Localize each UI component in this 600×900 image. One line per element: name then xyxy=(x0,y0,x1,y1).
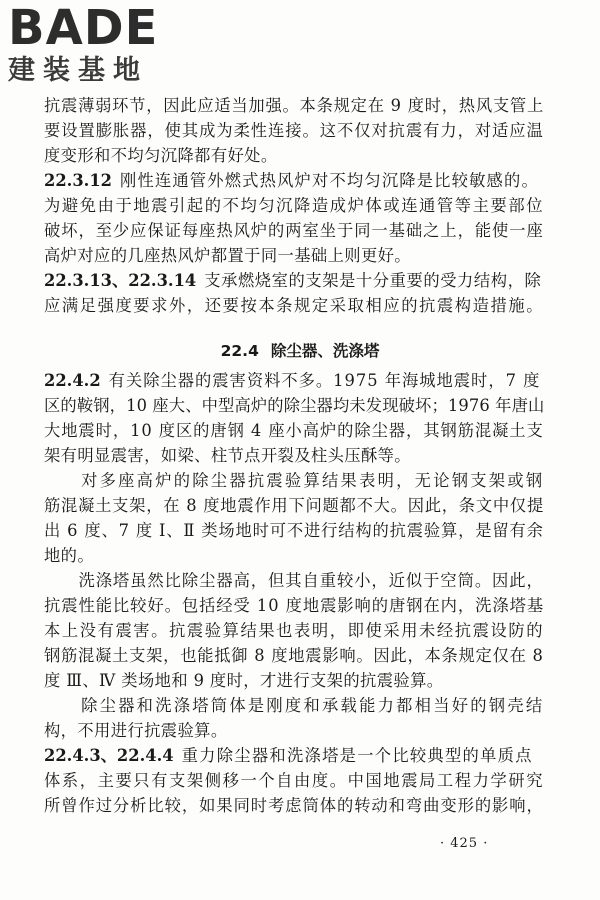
line-text: 抗震性能比较好。包括经受 10 度地震影响的唐钢在内，洗涤塔基 xyxy=(44,596,545,615)
section-number: 22.4 xyxy=(220,342,259,360)
line-text: 有关除尘器的震害资料不多。1975 年海城地震时，7 度 xyxy=(108,371,541,390)
text-line xyxy=(44,495,544,517)
line-text: 度 Ⅲ、Ⅳ 类场地和 9 度时，才进行支架的抗震验算。 xyxy=(44,671,444,690)
text-line xyxy=(44,545,94,567)
text-line xyxy=(44,520,544,542)
text-line xyxy=(44,745,533,767)
clause-number: 22.4.2 xyxy=(44,371,101,390)
text-line xyxy=(44,220,544,242)
text-line xyxy=(44,695,544,717)
text-line xyxy=(44,620,544,642)
line-text: 高炉对应的几座热风炉都置于同一基础上则更好。 xyxy=(44,246,411,265)
section-title: 除尘器、洗涤塔 xyxy=(270,342,380,360)
line-text: 出 6 度、7 度 Ⅰ、Ⅱ 类场地时可不进行结构的抗震验算，是留有余 xyxy=(44,521,544,540)
line-text: 洗涤塔虽然比除尘器高，但其自重较小，近似于空筒。因此， xyxy=(44,571,544,590)
text-line xyxy=(44,720,228,742)
line-text: 筋混凝土支架，在 8 度地震作用下问题都不大。因此，条文中仅提 xyxy=(44,496,544,515)
text-line xyxy=(44,120,544,142)
logo-wordmark: BADE xyxy=(8,0,159,56)
line-text: 大地震时，10 度区的唐钢 4 座小高炉的除尘器，其钢筋混凝土支 xyxy=(44,421,544,440)
bade-logo xyxy=(8,2,178,94)
line-text: 区的鞍钢，10 座大、中型高炉的除尘器均未发现破坏；1976 年唐山 xyxy=(44,396,545,415)
text-line xyxy=(44,195,544,217)
line-text: 地的。 xyxy=(44,546,95,565)
text-line xyxy=(44,370,540,392)
text-line xyxy=(44,145,278,167)
text-line xyxy=(44,95,544,117)
line-text: 度变形和不均匀沉降都有好处。 xyxy=(44,146,278,165)
clause-number: 22.3.12 xyxy=(44,171,112,190)
line-text: 要设置膨胀器，使其成为柔性连接。这不仅对抗震有力，对适应温 xyxy=(44,121,544,140)
clause-number: 22.4.3、22.4.4 xyxy=(44,746,174,765)
section-heading xyxy=(0,339,600,361)
line-text: 支承燃烧室的支架是十分重要的受力结构，除 xyxy=(204,271,542,290)
line-text: 破坏，至少应保证每座热风炉的两室坐于同一基础之上，能使一座 xyxy=(44,221,544,240)
line-text: 应满足强度要求外，还要按本条规定采取相应的抗震构造措施。 xyxy=(44,296,545,315)
line-text: 本上没有震害。抗震验算结果也表明，即使采用未经抗震设防的 xyxy=(44,621,545,640)
clause-number: 22.3.13、22.3.14 xyxy=(44,271,197,290)
text-line xyxy=(44,395,544,417)
text-line xyxy=(44,470,544,492)
text-line xyxy=(44,570,544,592)
text-line xyxy=(44,670,443,692)
line-text: 体系，主要只有支架侧移一个自由度。中国地震局工程力学研究 xyxy=(44,771,545,790)
text-line xyxy=(44,270,541,292)
line-text: 所曾作过分析比较，如果同时考虑筒体的转动和弯曲变形的影响， xyxy=(44,796,544,815)
text-line xyxy=(44,770,544,792)
line-text: 为避免由于地震引起的不均匀沉降造成炉体或连通管等主要部位 xyxy=(44,196,545,215)
line-text: 对多座高炉的除尘器抗震验算结果表明，无论钢支架或钢 xyxy=(44,471,545,490)
text-line xyxy=(44,445,411,467)
line-text: 除尘器和洗涤塔筒体是刚度和承载能力都相当好的钢壳结 xyxy=(44,696,545,715)
text-line xyxy=(44,245,411,267)
line-text: 构，不用进行抗震验算。 xyxy=(44,721,228,740)
line-text: 抗震薄弱环节，因此应适当加强。本条规定在 9 度时，热风支管上 xyxy=(44,96,544,115)
text-line xyxy=(44,795,544,817)
line-text: 架有明显震害，如梁、柱节点开裂及柱头压酥等。 xyxy=(44,446,411,465)
text-line xyxy=(44,170,539,192)
line-text: 刚性连通管外燃式热风炉对不均匀沉降是比较敏感的。 xyxy=(119,171,539,190)
text-line xyxy=(44,295,544,317)
line-text: 重力除尘器和洗涤塔是一个比较典型的单质点 xyxy=(181,746,533,765)
text-line xyxy=(44,645,544,667)
page-number: · 425 · xyxy=(440,836,489,851)
logo-subtitle: 建装基地 xyxy=(8,55,148,86)
text-line xyxy=(44,595,544,617)
line-text: 钢筋混凝土支架，也能抵御 8 度地震影响。因此，本条规定仅在 8 xyxy=(44,646,544,665)
text-line xyxy=(44,420,544,442)
